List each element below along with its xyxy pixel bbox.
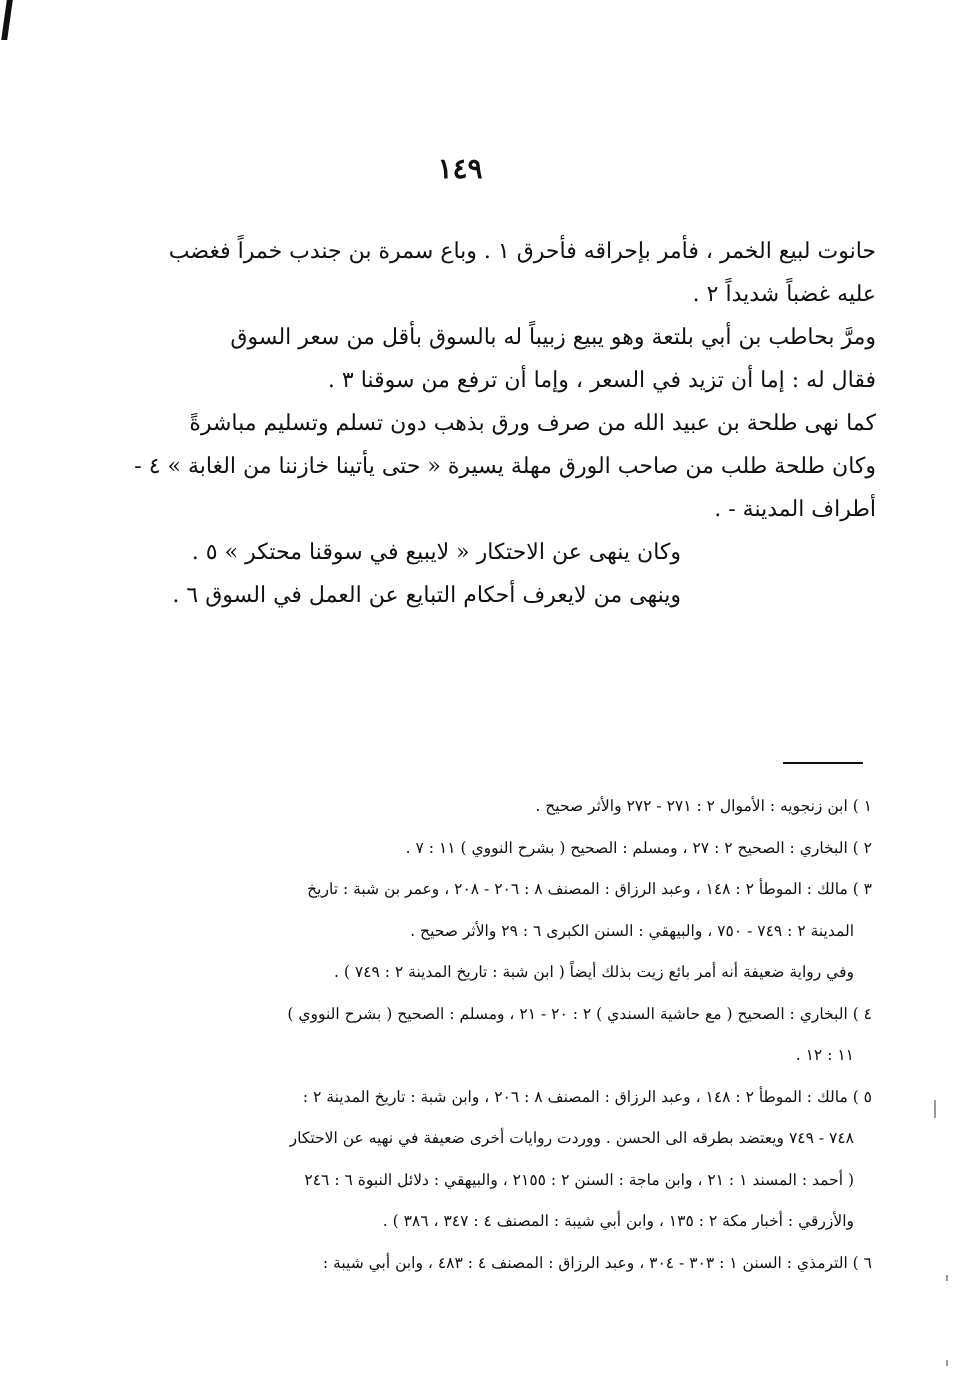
page-number: ١٤٩ — [437, 152, 483, 185]
footnote-line: ٣ ) مالك : الموطأ ٢ : ١٤٨ ، وعبد الرزاق : المصنف ٨ : ٢٠٦ - ٢٠٨ ، وعمر بن شبة : تاريخ — [307, 880, 872, 898]
footnote-line: وفي رواية ضعيفة أنه أمر بائع زيت بذلك أيضاً ( ابن شبة : تاريخ المدينة ٢ : ٧٤٩ ) . — [334, 963, 854, 981]
footnote-line: ١١ : ١٢ . — [795, 1046, 854, 1064]
body-line: حانوت لبيع الخمر ، فأمر بإحراقه فأحرق ١ . وباع سمرة بن جندب خمراً فغضب — [168, 239, 876, 264]
body-line: عليه غضباً شديداً ٢ . — [692, 282, 876, 307]
scan-speck — [934, 1100, 936, 1118]
footnotes — [132, 786, 872, 1284]
body-line: ومرَّ بحاطب بن أبي بلتعة وهو يبيع زبيباً له بالسوق بأقل من سعر السوق — [230, 325, 876, 350]
body-line: أطراف المدينة - . — [714, 497, 876, 522]
footnote-line: ١ ) ابن زنجويه : الأموال ٢ : ٢٧١ - ٢٧٢ والأثر صحيح . — [535, 797, 872, 815]
scan-speck — [946, 1275, 948, 1281]
footnote-separator — [783, 762, 863, 764]
footnote-line: ٦ ) الترمذي : السنن ١ : ٣٠٣ - ٣٠٤ ، وعبد الرزاق : المصنف ٤ : ٤٨٣ ، وابن أبي شيبة : — [322, 1253, 872, 1272]
footnote-line: المدينة ٢ : ٧٤٩ - ٧٥٠ ، والبيهقي : السنن الكبرى ٦ : ٢٩ والأثر صحيح . — [410, 921, 854, 940]
footnote-line: ٢ ) البخاري : الصحيح ٢ : ٢٧ ، ومسلم : الصحيح ( بشرح النووي ) ١١ : ٧ . — [405, 838, 872, 857]
footnote-line: ( أحمد : المسند ١ : ٢١ ، وابن ماجة : السنن ٢ : ٢١٥٥ ، والبيهقي : دلائل النبوة ٦ : ٢٤٦ — [304, 1170, 854, 1189]
body-line: وينهى من لايعرف أحكام التبايع عن العمل في السوق ٦ . — [172, 583, 681, 608]
body-line: كما نهى طلحة بن عبيد الله من صرف ورق بذهب دون تسلم وتسليم مباشرةً — [189, 411, 876, 436]
scan-corner-mark — [1, 0, 13, 40]
footnote-line: ٧٤٨ - ٧٤٩ ويعتضد بطرقه الى الحسن . ووردت روايات أخرى ضعيفة في نهيه عن الاحتكار — [289, 1129, 854, 1147]
body-line: فقال له : إما أن تزيد في السعر ، وإما أن ترفع من سوقنا ٣ . — [327, 368, 876, 393]
scan-speck — [946, 1360, 948, 1366]
footnote-line: والأزرقي : أخبار مكة ٢ : ١٣٥ ، وابن أبي شيبة : المصنف ٤ : ٣٤٧ ، ٣٨٦ ) . — [382, 1212, 854, 1230]
footnote-line: ٥ ) مالك : الموطأ ٢ : ١٤٨ ، وعبد الرزاق : المصنف ٨ : ٢٠٦ ، وابن شبة : تاريخ المدينة ٢ : — [302, 1087, 872, 1106]
footnote-line: ٤ ) البخاري : الصحيح ( مع حاشية السندي ) ٢ : ٢٠ - ٢١ ، ومسلم : الصحيح ( بشرح النووي ) — [287, 1004, 872, 1023]
body-line: وكان طلحة طلب من صاحب الورق مهلة يسيرة « حتى يأتينا خازننا من الغابة » ٤ - — [134, 454, 876, 479]
main-text — [116, 230, 876, 617]
body-line: وكان ينهى عن الاحتكار « لايبيع في سوقنا محتكر » ٥ . — [191, 540, 681, 565]
